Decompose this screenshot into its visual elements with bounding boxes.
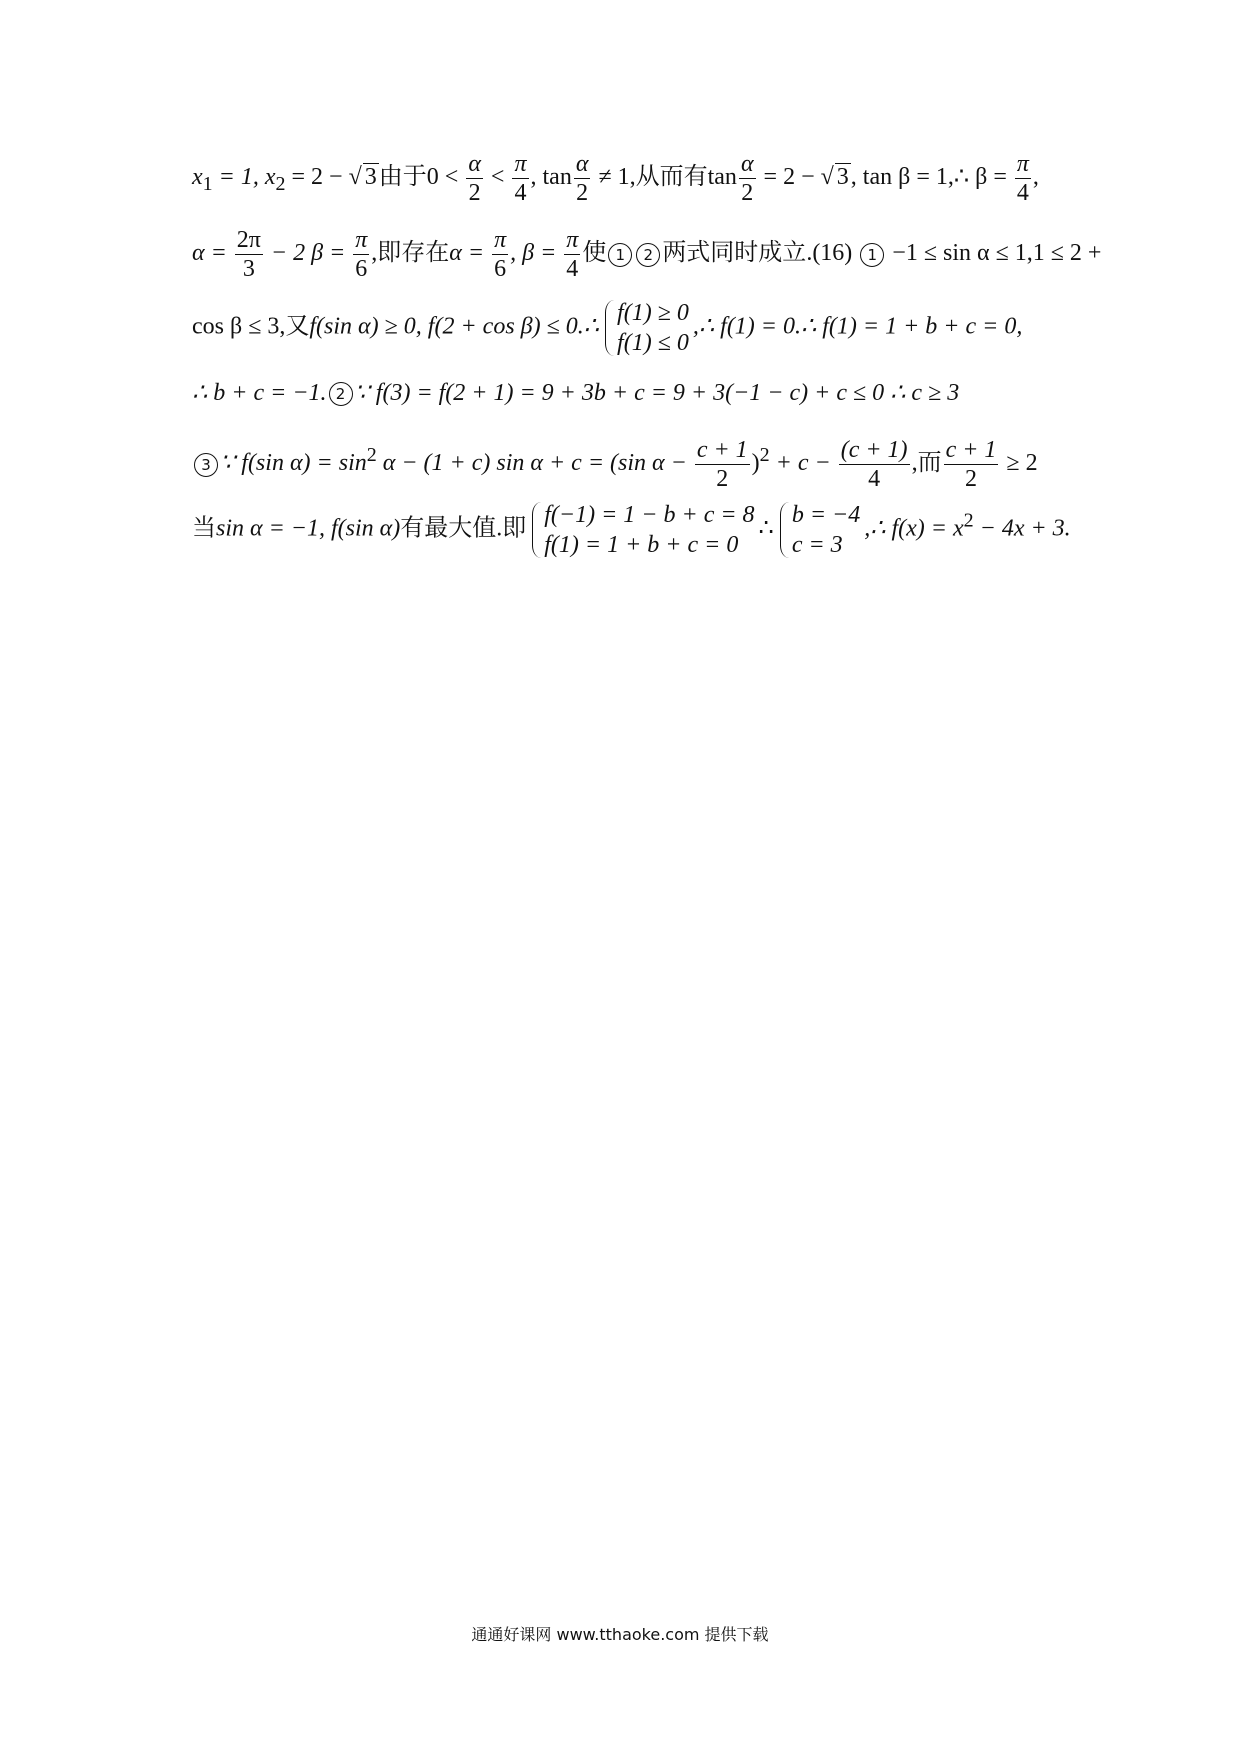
fraction: [564, 226, 580, 283]
math-text: ,: [371, 240, 378, 267]
fraction: [574, 150, 591, 207]
fraction-numerator: π: [1016, 151, 1029, 177]
fraction-denominator: 3: [242, 256, 255, 282]
circled-number: 1: [860, 243, 884, 267]
fraction: [1015, 150, 1031, 207]
subscript: 1: [202, 172, 213, 195]
chinese-text: 从而有: [635, 162, 708, 191]
system-row: f(1) ≥ 0: [617, 300, 689, 326]
fraction-numerator: c + 1: [945, 437, 997, 463]
math-text: ∴: [758, 515, 774, 542]
equation-system: [603, 298, 689, 358]
equation-system: [778, 500, 860, 560]
math-text: x: [192, 164, 203, 191]
fraction-numerator: α: [468, 151, 481, 177]
fraction-denominator: 2: [964, 466, 977, 492]
circled-number: 3: [194, 453, 218, 477]
sqrt-symbol: √: [348, 164, 362, 191]
system-row: b = −4: [791, 502, 861, 528]
math-text: .: [496, 515, 503, 542]
fraction-numerator: π: [514, 151, 527, 177]
math-text: 0 <: [426, 164, 465, 191]
math-text: = 1, x: [212, 164, 276, 191]
math-text: ∴ b + c = −1.: [192, 380, 327, 406]
math-text: α − (1 + c) sin α + c = (sin α −: [376, 450, 693, 477]
circled-number: 2: [636, 243, 660, 267]
fraction: [492, 226, 508, 283]
math-text: ≥ 2: [1000, 450, 1038, 477]
fraction-numerator: α: [740, 151, 754, 177]
math-text: − 4x + 3.: [973, 515, 1071, 542]
fraction-denominator: 2: [576, 180, 589, 206]
system-row: f(−1) = 1 − b + c = 8: [544, 502, 755, 528]
chinese-text: 有最大值: [400, 513, 497, 542]
math-text: α =: [192, 240, 233, 267]
system-row: c = 3: [791, 532, 843, 558]
math-text: sin α = −1, f(sin α): [216, 515, 401, 542]
system-row: f(1) ≤ 0: [617, 330, 689, 356]
fraction-denominator: 2: [741, 180, 754, 206]
fraction: [739, 150, 756, 207]
fraction-denominator: 4: [868, 466, 881, 492]
fraction: [944, 436, 999, 493]
math-text: − 2 β =: [264, 240, 352, 267]
superscript: 2: [759, 444, 770, 467]
chinese-text: 使: [582, 238, 607, 267]
superscript: 2: [963, 509, 974, 532]
chinese-text: 即存在: [377, 238, 450, 267]
math-text: ∵ f(3) = f(2 + 1) = 9 + 3b + c = 9 + 3(−1 − c) + c ≤ 0 ∴ c ≥ 3: [354, 380, 960, 406]
solution-line-5: [192, 436, 1038, 493]
circled-number: 1: [608, 243, 632, 267]
fraction-denominator: 4: [566, 256, 579, 282]
math-text: = 2 −: [757, 164, 821, 191]
fraction: [235, 226, 263, 283]
fraction-denominator: 6: [494, 256, 507, 282]
fraction-denominator: 6: [355, 256, 368, 282]
math-text: ): [751, 450, 760, 477]
fraction-denominator: 4: [514, 180, 527, 206]
math-text: ,: [1032, 164, 1039, 191]
math-text: cos β ≤ 3,: [192, 313, 286, 340]
math-text: + c −: [769, 450, 837, 477]
math-text: , β =: [510, 240, 563, 267]
math-text: <: [484, 164, 511, 191]
solution-line-2: [192, 226, 1101, 283]
math-text: , tan: [530, 164, 572, 191]
superscript: 2: [366, 444, 377, 467]
fraction: [353, 226, 369, 283]
solution-line-3: [192, 298, 1022, 358]
circled-number: 2: [329, 382, 353, 406]
chinese-text: 由于: [378, 162, 427, 191]
fraction: [695, 436, 750, 493]
solution-line-4: [192, 378, 959, 408]
math-text: .(16): [806, 240, 859, 267]
equation-system: [530, 500, 754, 560]
math-text: ,∴ f(1) = 0.∴ f(1) = 1 + b + c = 0,: [692, 313, 1023, 340]
chinese-text: 而: [917, 448, 942, 477]
subscript: 2: [275, 172, 286, 195]
footer-text: 通通好课网 www.tthaoke.com 提供下载: [471, 1625, 769, 1644]
math-text: ≠ 1,: [592, 164, 636, 191]
sqrt-radicand: 3: [836, 164, 849, 191]
fraction: [466, 150, 483, 207]
fraction-numerator: α: [575, 151, 589, 177]
fraction: [512, 150, 528, 207]
fraction-denominator: 2: [716, 466, 729, 492]
fraction-numerator: π: [355, 227, 368, 253]
fraction-numerator: 2π: [236, 227, 261, 253]
system-row: f(1) = 1 + b + c = 0: [544, 532, 739, 558]
chinese-text: 又: [285, 311, 310, 340]
math-text: = 2 −: [285, 164, 349, 191]
fraction: [839, 436, 910, 493]
fraction-numerator: c + 1: [696, 437, 748, 463]
math-text: tan: [707, 164, 737, 191]
chinese-text: 当: [192, 513, 216, 542]
sqrt-radicand: 3: [364, 164, 377, 191]
math-text: ,∴ f(x) = x: [864, 515, 964, 542]
math-text: −1 ≤ sin α ≤ 1,1 ≤ 2 +: [886, 240, 1102, 267]
solution-line-1: [192, 150, 1039, 207]
chinese-text: 两式同时成立: [662, 238, 807, 267]
fraction-numerator: π: [566, 227, 579, 253]
math-text: α =: [449, 240, 491, 267]
math-text: ,: [911, 450, 918, 477]
fraction-denominator: 2: [468, 180, 481, 206]
chinese-text: 即: [502, 513, 527, 542]
sqrt-symbol: √: [820, 164, 834, 191]
fraction-denominator: 4: [1016, 180, 1029, 206]
fraction-numerator: π: [494, 227, 507, 253]
page-footer: [0, 1622, 1240, 1645]
fraction-numerator: (c + 1): [840, 437, 908, 463]
solution-line-6: [192, 500, 1071, 560]
math-text: f(sin α) ≥ 0, f(2 + cos β) ≤ 0.∴: [309, 313, 600, 340]
math-text: ∵ f(sin α) = sin: [220, 450, 367, 477]
math-text: , tan β = 1,∴ β =: [850, 164, 1013, 191]
